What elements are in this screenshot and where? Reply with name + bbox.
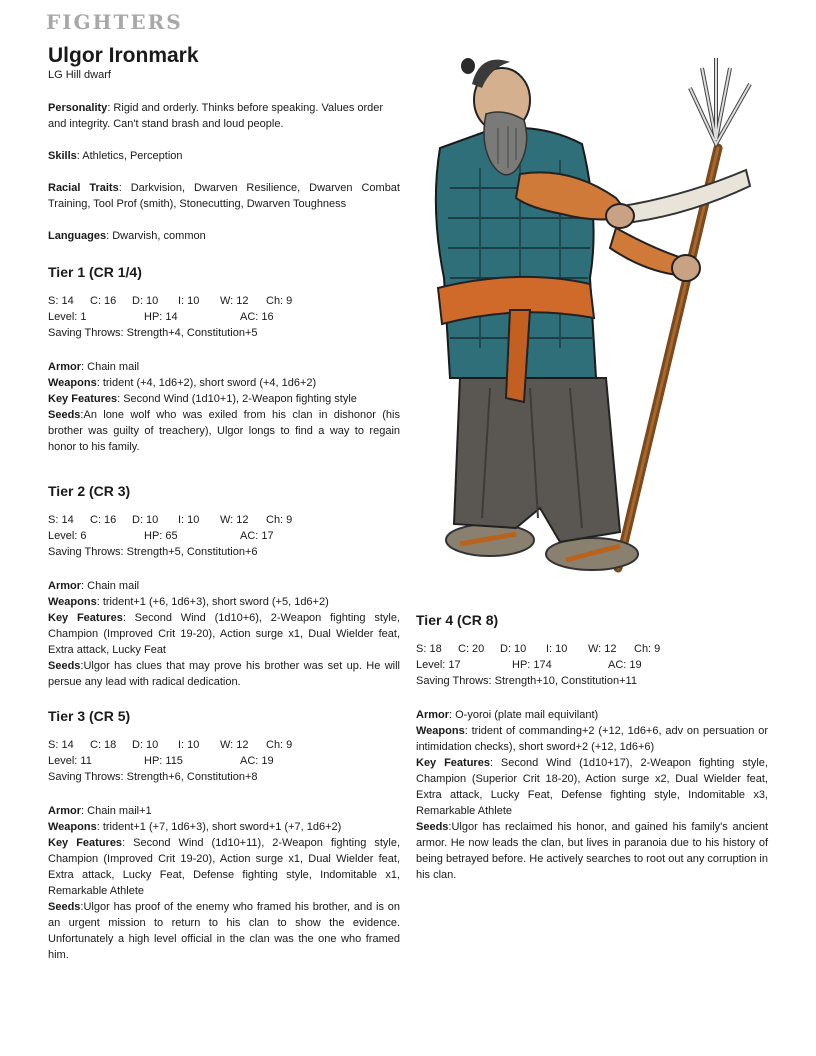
weapons-text: : trident of commanding+2 (+12, 1d6+6, adv on persuation or intimidation checks), short sword+2 (+12, 1d6+6) [416, 725, 768, 753]
seeds-text: :Ulgor has clues that may prove his brother was set up. He will persue any lead with radical dedication. [48, 660, 400, 689]
seeds-text: :Ulgor has reclaimed his honor, and gained his family's ancient armor. He now leads the clan, but lives in paranoia due to his history of being betrayed before. He actively searches to root out any corruption in his clan. [416, 821, 768, 881]
features-text: : Second Wind (1d10+6), 2-Weapon fighting style, Champion (Improved Crit 19-20), Action surge x1, Dual Wielder feat, Extra attack, Lucky Feat [48, 612, 400, 657]
stat-wis: W: 12 [220, 295, 249, 308]
weapons-label: Weapons [416, 725, 465, 737]
tier-3 [48, 708, 400, 963]
languages [48, 228, 400, 244]
racial-traits-label: Racial Traits [48, 182, 119, 195]
skills [48, 148, 400, 164]
stat-con: C: 16 [90, 295, 117, 308]
character-subtitle: LG Hill dwarf [48, 69, 111, 82]
tier-3-saves: Saving Throws: Strength+6, Constitution+8 [48, 771, 258, 784]
tier-3-ability-scores [48, 737, 400, 753]
tier-1-saves: Saving Throws: Strength+4, Constitution+5 [48, 327, 258, 340]
hit-points: HP: 65 [144, 530, 178, 543]
stat-cha: Ch: 9 [634, 643, 661, 655]
stat-con: C: 16 [90, 514, 117, 527]
stat-cha: Ch: 9 [266, 739, 293, 752]
armor-label: Armor [48, 580, 82, 593]
tier-1-ability-scores [48, 293, 400, 309]
stat-str: S: 14 [48, 739, 74, 752]
languages-text: : Dwarvish, common [106, 230, 206, 243]
character-name: Ulgor Ironmark [48, 44, 199, 67]
armor-label: Armor [416, 709, 450, 721]
level: Level: 17 [416, 659, 461, 671]
left-column [48, 44, 400, 963]
racial-traits [48, 180, 400, 212]
personality-label: Personality [48, 102, 108, 115]
weapons-label: Weapons [48, 377, 97, 390]
stat-dex: D: 10 [132, 739, 159, 752]
stat-wis: W: 12 [220, 514, 249, 527]
armor-class: AC: 16 [240, 311, 274, 324]
stat-dex: D: 10 [132, 514, 159, 527]
features-label: Key Features [416, 757, 490, 769]
right-column [416, 612, 768, 883]
weapons-text: : trident+1 (+6, 1d6+3), short sword (+5, 1d6+2) [96, 596, 329, 609]
stat-wis: W: 12 [588, 643, 617, 655]
hit-points: HP: 14 [144, 311, 178, 324]
stat-str: S: 14 [48, 514, 74, 527]
seeds-text: :Ulgor has proof of the enemy who framed his brother, and is on an urgent mission to return to his clan to show the evidence. Unfortunately a high level official in the clan was the one who framed him. [48, 901, 400, 962]
stat-wis: W: 12 [220, 739, 249, 752]
stat-dex: D: 10 [500, 643, 527, 655]
tier-1-title: Tier 1 (CR 1/4) [48, 264, 142, 281]
personality-text: : Rigid and orderly. Thinks before speaking. Values order and integrity. Can't stand brash and loud people. [48, 102, 384, 131]
tier-2 [48, 483, 400, 690]
armor-class: AC: 17 [240, 530, 274, 543]
armor-label: Armor [48, 361, 82, 374]
armor-text: : O-yoroi (plate mail equivilant) [449, 709, 599, 721]
skills-text: : Athletics, Perception [76, 150, 183, 163]
stat-str: S: 14 [48, 295, 74, 308]
tier-2-ability-scores [48, 512, 400, 528]
weapons-label: Weapons [48, 821, 97, 834]
seeds-label: Seeds [48, 901, 81, 914]
level: Level: 1 [48, 311, 87, 324]
stat-int: I: 10 [546, 643, 568, 655]
hit-points: HP: 174 [512, 659, 552, 671]
stat-cha: Ch: 9 [266, 295, 293, 308]
tier-3-title: Tier 3 (CR 5) [48, 708, 131, 725]
weapons-text: : trident+1 (+7, 1d6+3), short sword+1 (+7, 1d6+2) [96, 821, 342, 834]
armor-text: : Chain mail [81, 580, 140, 593]
racial-traits-text: : Darkvision, Dwarven Resilience, Dwarven Combat Training, Tool Prof (smith), Stonecutting, Dwarven Toughness [48, 182, 400, 211]
skills-label: Skills [48, 150, 77, 163]
features-label: Key Features [48, 393, 118, 406]
tier-4 [416, 612, 768, 883]
seeds-text: :An lone wolf who was exiled from his clan in dishonor (his brother was guilty of treachery), Ulgor longs to find a way to regain honor to his family. [48, 409, 400, 454]
tier-3-level-row [48, 753, 400, 769]
stat-con: C: 18 [90, 739, 117, 752]
seeds-label: Seeds [48, 409, 81, 422]
tier-2-title: Tier 2 (CR 3) [48, 483, 131, 500]
seeds-label: Seeds [48, 660, 81, 673]
features-label: Key Features [48, 837, 123, 850]
seeds-label: Seeds [416, 821, 449, 833]
tier-2-saves: Saving Throws: Strength+5, Constitution+6 [48, 546, 258, 559]
stat-str: S: 18 [416, 643, 442, 655]
stat-dex: D: 10 [132, 295, 159, 308]
tier-1 [48, 264, 400, 455]
tier-4-saves: Saving Throws: Strength+10, Constitution+11 [416, 675, 637, 687]
features-text: : Second Wind (1d10+11), 2-Weapon fighting style, Champion (Improved Crit 19-20), Action surge x1, Dual Wielder feat, Extra attack, Lucky Feat, Defense fighting style, Indomitable x1, Remarkable Athlete [48, 837, 401, 898]
weapons-label: Weapons [48, 596, 97, 609]
level: Level: 11 [48, 755, 92, 768]
character-illustration [420, 48, 780, 584]
personality [48, 100, 400, 132]
hit-points: HP: 115 [144, 755, 183, 768]
armor-class: AC: 19 [240, 755, 274, 768]
tier-2-level-row [48, 528, 400, 544]
tier-4-ability-scores [416, 641, 768, 657]
stat-cha: Ch: 9 [266, 514, 293, 527]
section-header: FIGHTERS [46, 10, 183, 34]
features-text: : Second Wind (1d10+1), 2-Weapon fighting style [117, 393, 357, 406]
features-text: : Second Wind (1d10+17), 2-Weapon fighting style, Champion (Superior Crit 18-20), Action surge x2, Dual Wielder feat, Extra attack, Lucky Feat, Defense fighting style, Indomitable x3, Remarkable Athlete [416, 757, 768, 817]
tier-4-level-row [416, 657, 768, 673]
armor-text: : Chain mail [81, 361, 140, 374]
level: Level: 6 [48, 530, 87, 543]
stat-con: C: 20 [458, 643, 485, 655]
stat-int: I: 10 [178, 514, 200, 527]
languages-label: Languages [48, 230, 107, 243]
weapons-text: : trident (+4, 1d6+2), short sword (+4, 1d6+2) [96, 377, 317, 390]
tier-1-level-row [48, 309, 400, 325]
armor-text: : Chain mail+1 [81, 805, 152, 818]
tier-4-title: Tier 4 (CR 8) [416, 612, 499, 628]
armor-class: AC: 19 [608, 659, 642, 671]
features-label: Key Features [48, 612, 123, 625]
stat-int: I: 10 [178, 739, 200, 752]
armor-label: Armor [48, 805, 82, 818]
stat-int: I: 10 [178, 295, 200, 308]
